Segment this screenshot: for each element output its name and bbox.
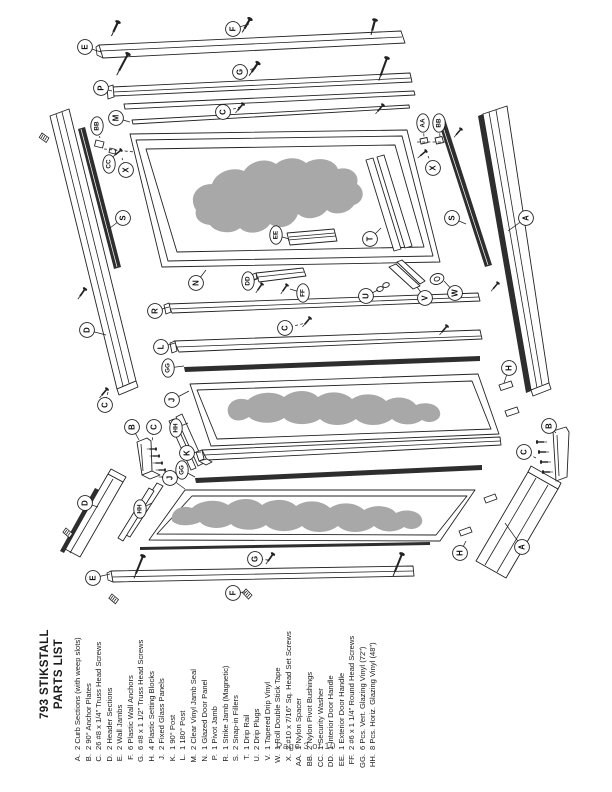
part-letter: S. xyxy=(231,754,241,762)
part-letter: G. xyxy=(136,754,146,763)
svg-text:S: S xyxy=(447,215,457,221)
part-letter: AA. xyxy=(294,754,304,767)
part-letter: FF. xyxy=(347,754,357,765)
part-description: 26 #8 x 1/4" Truss Head Screws xyxy=(94,641,104,750)
svg-text:M: M xyxy=(111,114,121,122)
svg-text:K: K xyxy=(182,450,192,456)
part-letter: B. xyxy=(83,754,93,762)
svg-text:F: F xyxy=(228,26,238,32)
svg-text:AA: AA xyxy=(419,118,427,128)
part-letter: W. xyxy=(273,754,283,763)
svg-text:H: H xyxy=(504,365,514,371)
part-description: 1 Pivot Jamb xyxy=(210,706,220,750)
svg-text:G: G xyxy=(250,555,260,563)
svg-text:J: J xyxy=(167,397,177,403)
svg-text:T: T xyxy=(365,236,375,242)
svg-text:F: F xyxy=(228,590,238,596)
svg-text:A: A xyxy=(517,544,527,550)
part-description: 1 90° Post xyxy=(167,714,177,750)
part-description: 2 Nylon Pivot Bushings xyxy=(305,671,315,750)
part-description: 8 Pcs. Horiz. Glazing Vinyl (48") xyxy=(368,642,378,750)
part-letter: C. xyxy=(94,754,104,762)
part-letter: L. xyxy=(178,754,188,761)
svg-text:EE: EE xyxy=(272,230,280,240)
svg-text:J: J xyxy=(165,475,175,481)
svg-text:P: P xyxy=(96,85,106,91)
part-description: 2 #10 x 7/16" Sq. Head Set Screws xyxy=(283,631,293,750)
part-description: 1 Interior Door Handle xyxy=(326,675,336,750)
part-letter: GG. xyxy=(357,754,367,768)
part-description: 6 #8 x 1 1/2" Truss Head Screws xyxy=(136,639,146,750)
part-letter: V. xyxy=(262,754,272,761)
svg-text:L: L xyxy=(156,344,166,350)
part-letter: F. xyxy=(125,754,135,760)
svg-text:N: N xyxy=(191,280,201,286)
svg-text:CC: CC xyxy=(105,159,113,169)
svg-text:R: R xyxy=(150,308,160,314)
svg-text:GG: GG xyxy=(164,363,172,373)
part-description: 2 Wall Jambs xyxy=(115,704,125,750)
svg-text:B: B xyxy=(127,424,137,430)
svg-text:G: G xyxy=(235,68,245,76)
part-letter: P. xyxy=(210,754,220,761)
svg-text:V: V xyxy=(420,295,430,301)
part-letter: A. xyxy=(73,754,82,762)
svg-text:E: E xyxy=(80,44,90,50)
svg-text:U: U xyxy=(361,293,371,299)
part-description: 1 Glazed Door Panel xyxy=(199,679,209,750)
part-description: 6 Pcs. Vert. Glazing Vinyl (72") xyxy=(357,646,367,750)
part-letter: M. xyxy=(189,754,199,763)
part-description: 1 Drip Rail xyxy=(241,714,251,750)
part-description: 1 Exterior Door Handle xyxy=(336,672,346,750)
part-description: 2 Fixed Glass Panels xyxy=(157,678,167,750)
part-description: 1 Roll Double Stick Tape xyxy=(273,667,283,750)
part-letter: CC. xyxy=(315,754,325,768)
svg-text:GG: GG xyxy=(178,465,186,475)
svg-text:X: X xyxy=(428,165,438,171)
part-description: 1 180° Post xyxy=(178,710,188,750)
page-number: Page 3 of 10 xyxy=(276,741,336,752)
parts-list-title-line2: PARTS LIST xyxy=(53,638,65,710)
part-description: 6 Plastic Wall Anchors xyxy=(125,675,135,750)
svg-text:DD: DD xyxy=(244,276,252,286)
part-letter: U. xyxy=(252,754,262,762)
svg-text:X: X xyxy=(121,167,131,173)
part-letter: DD. xyxy=(326,754,336,768)
part-description: 1 Tapered Drip Vinyl xyxy=(262,681,272,750)
part-description: 2 Snap-in Fillers xyxy=(231,695,241,750)
svg-text:B: B xyxy=(544,423,554,429)
svg-text:BB: BB xyxy=(435,118,443,128)
part-letter: E. xyxy=(115,754,125,762)
part-letter: D. xyxy=(104,754,114,762)
part-description: 2 #6 x 1 1/4" Round Head Screws xyxy=(347,635,357,750)
svg-text:C: C xyxy=(519,449,529,455)
part-description: 2 Drip Plugs xyxy=(252,708,262,750)
svg-text:A: A xyxy=(521,215,531,221)
part-description: 2 90° Anchor Plates xyxy=(83,683,93,750)
svg-text:FF: FF xyxy=(299,289,307,297)
svg-text:D: D xyxy=(80,500,90,506)
part-letter: X. xyxy=(283,754,293,762)
parts-list-title-line1: 793 STIKSTALL xyxy=(39,629,51,719)
part-description: 1 Security Washer xyxy=(315,688,325,750)
part-description: 2 Curb Sections (with weep slots) xyxy=(73,637,82,750)
part-letter: R. xyxy=(220,754,230,762)
svg-text:S: S xyxy=(118,215,128,221)
part-description: 4 Plastic Setting Blocks xyxy=(146,671,156,750)
svg-text:C: C xyxy=(149,424,159,430)
svg-text:C: C xyxy=(280,325,290,331)
svg-text:H: H xyxy=(455,550,465,556)
part-description: 2 Header Sections xyxy=(104,687,114,750)
svg-text:HH: HH xyxy=(136,504,144,514)
svg-text:C: C xyxy=(100,402,110,408)
part-letter: HH. xyxy=(368,754,378,768)
part-letter: J. xyxy=(157,754,167,760)
svg-text:E: E xyxy=(88,575,98,581)
part-description: 1 Nylon Spacer xyxy=(294,698,304,750)
part-letter: BB. xyxy=(305,754,315,767)
part-letter: K. xyxy=(167,754,177,762)
svg-text:C: C xyxy=(218,109,228,115)
svg-text:BB: BB xyxy=(93,121,101,131)
part-description: 2 Clear Vinyl Jamb Seal xyxy=(189,669,199,750)
svg-text:W: W xyxy=(450,289,460,297)
svg-text:HH: HH xyxy=(172,423,180,433)
svg-text:D: D xyxy=(82,327,92,333)
part-letter: EE. xyxy=(336,754,346,767)
part-letter: H. xyxy=(146,754,156,762)
part-letter: N. xyxy=(199,754,209,762)
part-letter: T. xyxy=(241,754,251,760)
part-description: 1 Strike Jamb (Magnetic) xyxy=(220,665,230,750)
